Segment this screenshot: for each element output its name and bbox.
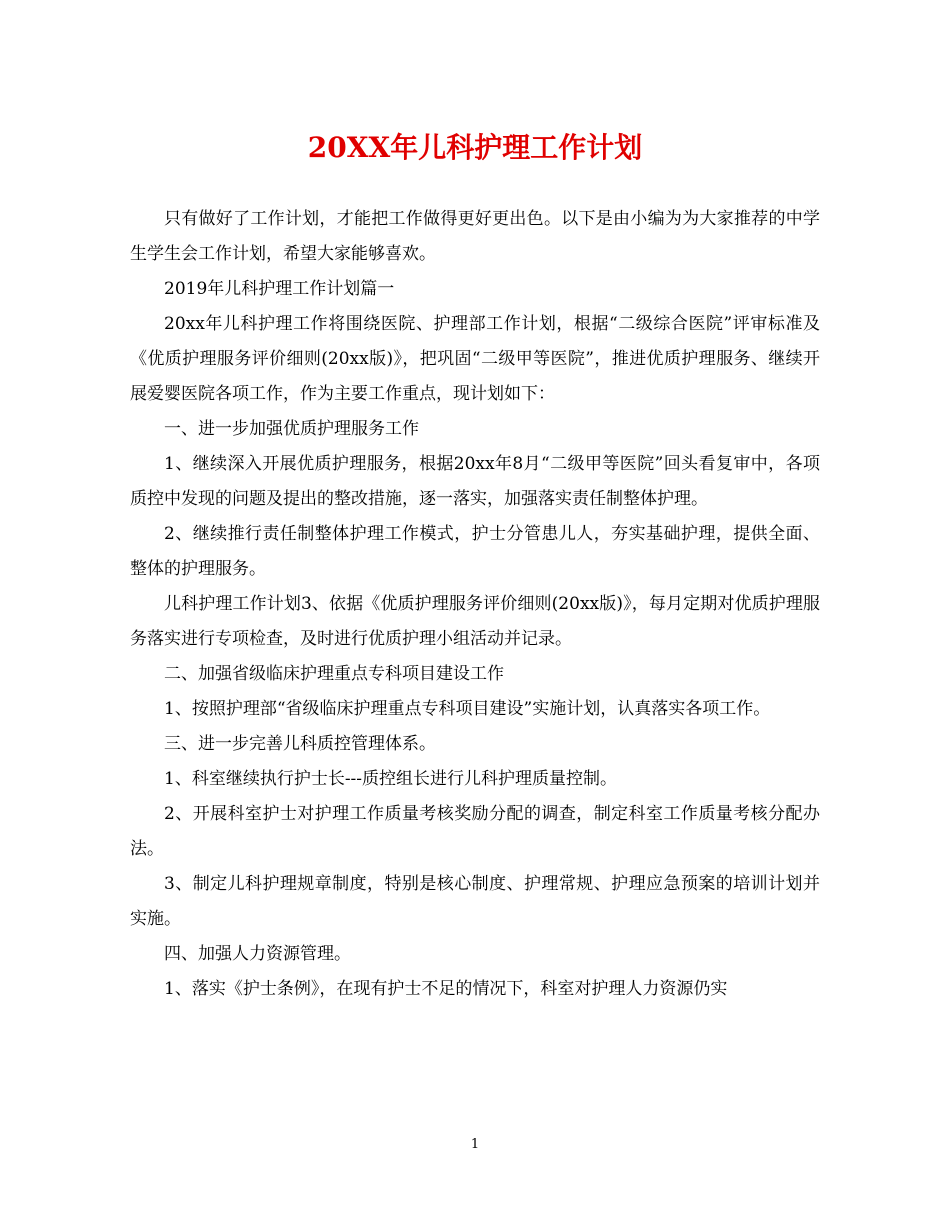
paragraph: 2、继续推行责任制整体护理工作模式，护士分管患儿人，夯实基础护理，提供全面、整体的护理服务。 xyxy=(130,524,820,579)
paragraph: 1、落实《护士条例》，在现有护士不足的情况下，科室对护理人力资源仍实 xyxy=(164,979,728,999)
paragraph: 四、加强人力资源管理。 xyxy=(164,944,351,964)
paragraph: 儿科护理工作计划3、依据《优质护理服务评价细则(20xx版)》，每月定期对优质护理服务落实进行专项检查，及时进行优质护理小组活动并记录。 xyxy=(130,594,820,649)
paragraph: 3、制定儿科护理规章制度，特别是核心制度、护理常规、护理应急预案的培训计划并实施。 xyxy=(130,874,820,929)
paragraph: 20xx年儿科护理工作将围绕医院、护理部工作计划，根据“二级综合医院”评审标准及《优质护理服务评价细则(20xx版)》，把巩固“二级甲等医院”，推进优质护理服务、继续开展爱婴医院各项工作，作为主要工作重点，现计划如下： xyxy=(130,314,820,404)
paragraph: 只有做好了工作计划，才能把工作做得更好更出色。以下是由小编为为大家推荐的中学生学生会工作计划，希望大家能够喜欢。 xyxy=(130,209,820,264)
paragraph: 1、继续深入开展优质护理服务，根据20xx年8月“二级甲等医院”回头看复审中，各项质控中发现的问题及提出的整改措施，逐一落实，加强落实责任制整体护理。 xyxy=(130,454,820,509)
document-title: 20XX年儿科护理工作计划 xyxy=(307,131,643,164)
paragraph: 2019年儿科护理工作计划篇一 xyxy=(164,279,395,299)
paragraph: 2、开展科室护士对护理工作质量考核奖励分配的调查，制定科室工作质量考核分配办法。 xyxy=(130,804,820,859)
paragraph: 一、进一步加强优质护理服务工作 xyxy=(164,419,419,439)
paragraph: 二、加强省级临床护理重点专科项目建设工作 xyxy=(164,664,504,684)
paragraph: 三、进一步完善儿科质控管理体系。 xyxy=(164,734,436,754)
paragraph: 1、按照护理部“省级临床护理重点专科项目建设”实施计划，认真落实各项工作。 xyxy=(164,699,771,719)
paragraph: 1、科室继续执行护士长---质控组长进行儿科护理质量控制。 xyxy=(164,769,618,789)
page-number: 1 xyxy=(470,1137,480,1152)
document-body xyxy=(130,202,820,1007)
